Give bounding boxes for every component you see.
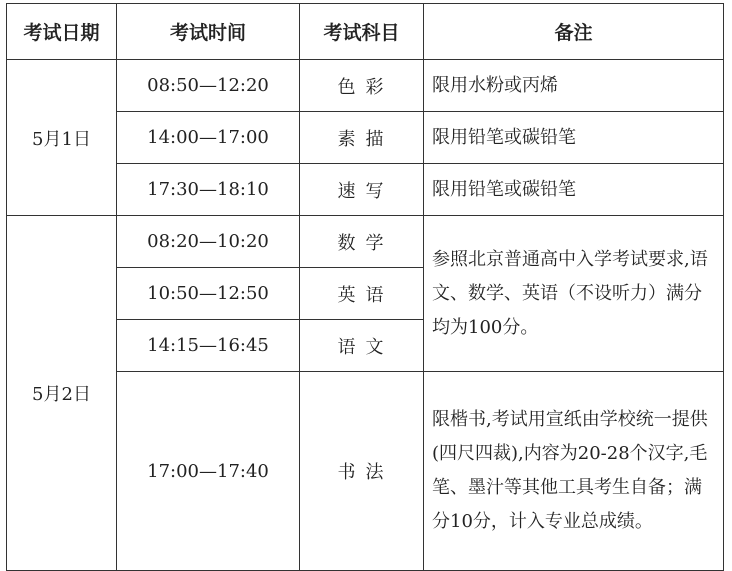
subject-cell: 素描 (300, 112, 424, 164)
header-time: 考试时间 (117, 4, 300, 60)
date-cell: 5月2日 (7, 216, 117, 571)
subject-cell: 书法 (300, 372, 424, 571)
subject-cell: 速写 (300, 164, 424, 216)
note-cell: 限用铅笔或碳铅笔 (424, 112, 724, 164)
time-cell: 08:20—10:20 (117, 216, 300, 268)
header-note: 备注 (424, 4, 724, 60)
table-row (7, 216, 724, 268)
header-subject: 考试科目 (300, 4, 424, 60)
exam-schedule-table (6, 3, 724, 571)
note-cell: 限用水粉或丙烯 (424, 60, 724, 112)
subject-cell: 英语 (300, 268, 424, 320)
note-cell: 参照北京普通高中入学考试要求,语文、数学、英语（不设听力）满分均为100分。 (424, 216, 724, 372)
time-cell: 17:00—17:40 (117, 372, 300, 571)
subject-cell: 色彩 (300, 60, 424, 112)
subject-cell: 数学 (300, 216, 424, 268)
time-cell: 14:15—16:45 (117, 320, 300, 372)
time-cell: 08:50—12:20 (117, 60, 300, 112)
header-date: 考试日期 (7, 4, 117, 60)
table-row (7, 60, 724, 112)
subject-cell: 语文 (300, 320, 424, 372)
time-cell: 10:50—12:50 (117, 268, 300, 320)
date-cell: 5月1日 (7, 60, 117, 216)
time-cell: 14:00—17:00 (117, 112, 300, 164)
time-cell: 17:30—18:10 (117, 164, 300, 216)
note-cell: 限用铅笔或碳铅笔 (424, 164, 724, 216)
header-row (7, 4, 724, 60)
note-cell: 限楷书,考试用宣纸由学校统一提供(四尺四裁),内容为20-28个汉字,毛笔、墨汁等其他工具考生自备；满分10分，计入专业总成绩。 (424, 372, 724, 571)
